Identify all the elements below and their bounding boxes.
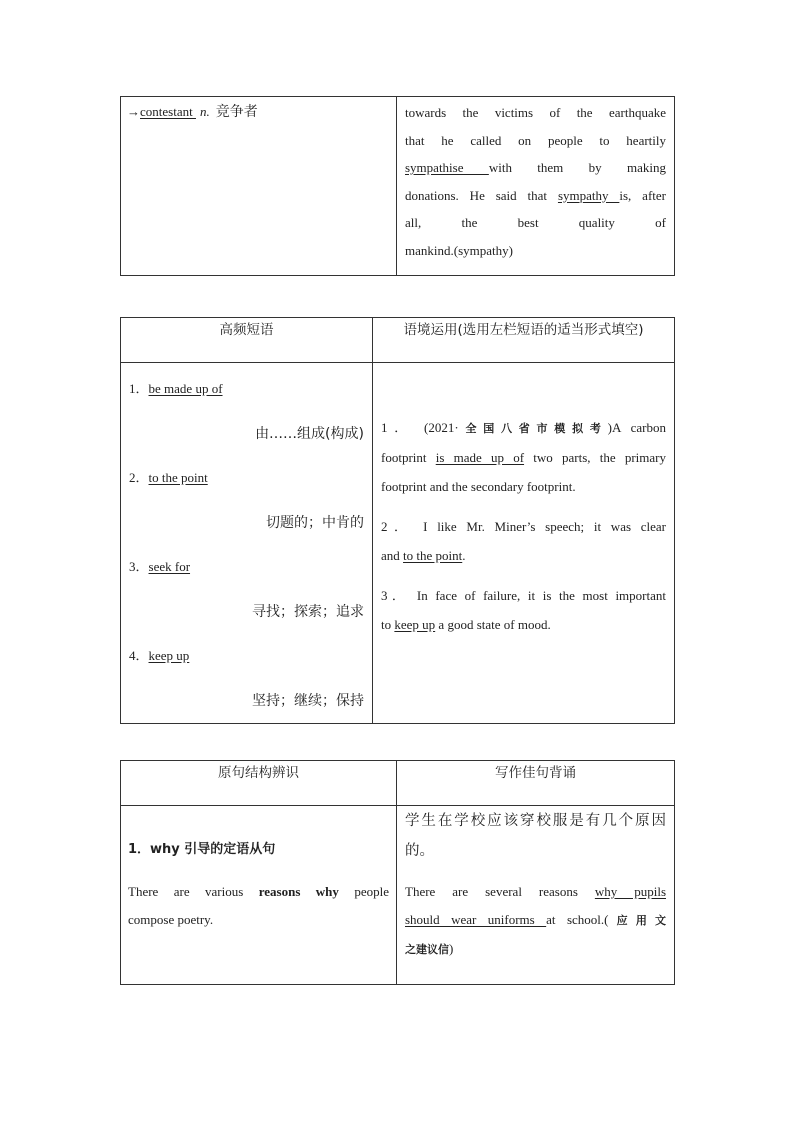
structure-cell	[121, 806, 397, 985]
phrases-cell	[121, 363, 373, 724]
answer-blank: why pupils	[594, 884, 666, 899]
structure-title: 1．why 引导的定语从句	[128, 842, 276, 857]
answer-blank: sympathy	[557, 187, 620, 203]
header-writing-sentences: 写作佳句背诵	[397, 761, 675, 806]
vocab-right-cell	[397, 97, 675, 276]
phrase-item: 3．seek for	[129, 559, 191, 574]
key-phrase: reasons why	[258, 884, 339, 899]
arrow-icon: →	[127, 104, 140, 119]
phrase: to the point	[148, 470, 208, 485]
header-structure-identification: 原句结构辨识	[121, 761, 397, 806]
phrase-item: 2．to the point	[129, 470, 208, 485]
phrases-table	[120, 317, 675, 724]
phrase-item: 4．keep up	[129, 648, 190, 663]
vocab-left-cell	[121, 97, 397, 276]
usage-cell	[373, 363, 675, 724]
phrase-meaning: 切题的；中肯的	[266, 514, 364, 531]
answer-blank: to the point	[403, 548, 463, 563]
phrase-meaning: 由……组成(构成)	[255, 425, 364, 442]
chinese-sentence: 学生在学校应该穿校服是有几个原因 的。	[405, 813, 666, 859]
answer-blank: should wear uniforms	[405, 912, 547, 927]
source-label: 应用文	[608, 914, 667, 927]
answer-blank: is made up of	[435, 450, 525, 465]
source-label: 之建议信	[405, 943, 449, 956]
source-label: 全国八省市模拟考	[458, 422, 608, 435]
usage-sentence-3: 3． In face of failure, it is the most important to keep up a good state of mood.	[381, 588, 666, 632]
phrase: seek for	[148, 559, 191, 574]
text-line: all, the best quality of	[405, 215, 666, 230]
phrase-item: 1．be made up of	[129, 381, 223, 396]
word-meaning: 竞争者	[215, 104, 258, 120]
derived-word: contestant	[140, 104, 196, 119]
answer-blank: keep up	[394, 617, 436, 632]
example-sentence: There are various reasons why people compose poetry.	[128, 884, 389, 927]
english-sentence: There are several reasons why pupils should wear uniforms at school.(应用文 之建议信)	[405, 884, 667, 956]
text-line: mankind.(sympathy)	[405, 242, 513, 258]
text-line: towards the victims of the earthquake	[405, 105, 666, 120]
header-high-frequency-phrases: 高频短语	[121, 318, 373, 363]
header-context-usage: 语境运用(选用左栏短语的适当形式填空)	[373, 318, 675, 363]
text-line: that he called on people to heartily	[405, 132, 666, 148]
writing-cell	[397, 806, 675, 985]
text-line: donations. He said that sympathy is, after	[405, 187, 666, 203]
usage-sentence-1: 1． (2021·全国八省市模拟考)A carbon footprint is made up of two parts, the primary footprint and the secondary footprint.	[381, 420, 666, 494]
part-of-speech: n.	[199, 104, 210, 119]
phrase-meaning: 坚持；继续；保持	[252, 692, 364, 709]
answer-blank: sympathise	[405, 160, 489, 175]
phrase-meaning: 寻找；探索；追求	[252, 603, 364, 620]
sentence-structure-table	[120, 760, 675, 985]
phrase: keep up	[148, 648, 190, 663]
phrase: be made up of	[148, 381, 223, 396]
text-line: sympathise with them by making	[405, 160, 666, 175]
usage-sentence-2: 2． I like Mr. Miner’s speech; it was clear and to the point.	[381, 519, 666, 563]
vocab-table	[120, 96, 675, 276]
